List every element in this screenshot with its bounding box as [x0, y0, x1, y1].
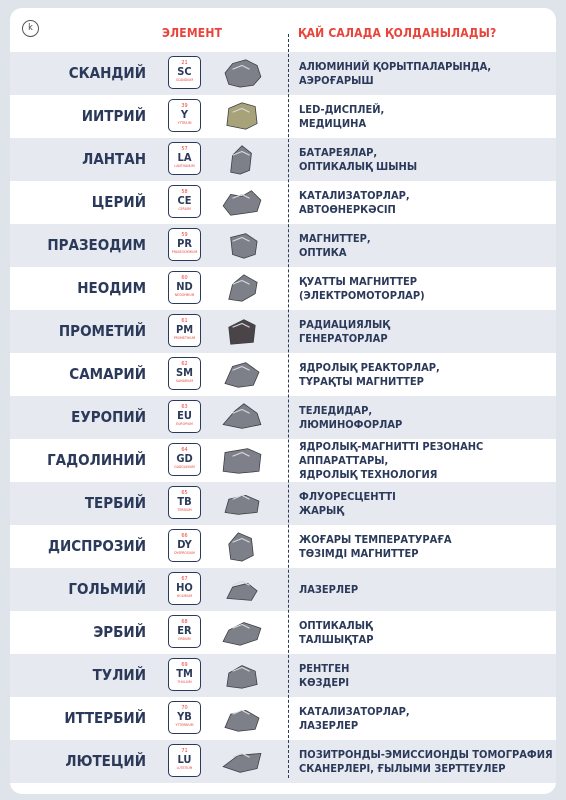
element-name: СКАНДИЙ [68, 64, 146, 82]
logo-icon: k [22, 20, 39, 37]
latin-name: ERBIUM [178, 637, 191, 641]
element-tile [168, 529, 201, 562]
element-row [10, 138, 556, 181]
usage-line: ПОЗИТРОНДЫ-ЭМИССИОНДЫ ТОМОГРАФИЯ [299, 747, 553, 761]
element-symbol: LU [177, 753, 192, 766]
element-row [10, 568, 556, 611]
usage-line: ЯДРОЛЫҚ РЕАКТОРЛАР, [299, 360, 440, 374]
usage-line: РЕНТГЕН [299, 661, 350, 675]
atomic-number: 65 [181, 490, 188, 496]
atomic-number: 68 [181, 619, 188, 625]
usage-line: ҚУАТТЫ МАГНИТТЕР [299, 274, 418, 288]
latin-name: EUROPIUM [176, 422, 193, 426]
usage-text [299, 568, 358, 611]
metal-sample-image [218, 701, 266, 735]
element-tile [168, 658, 201, 691]
metal-sample-image [218, 486, 266, 520]
usage-text [299, 697, 410, 740]
usage-text [299, 439, 556, 482]
element-name: ГАДОЛИНИЙ [47, 451, 146, 469]
element-tile [168, 443, 201, 476]
metal-sample-image [218, 142, 266, 176]
element-row [10, 525, 556, 568]
element-symbol: EU [177, 409, 192, 422]
atomic-number: 63 [181, 404, 188, 410]
atomic-number: 61 [181, 318, 188, 324]
metal-sample-image [218, 572, 266, 606]
element-row [10, 482, 556, 525]
element-row [10, 353, 556, 396]
latin-name: LANTHANUM [174, 164, 195, 168]
atomic-number: 71 [181, 748, 188, 754]
element-row [10, 740, 556, 783]
element-name: ЛАНТАН [82, 150, 146, 168]
element-row [10, 181, 556, 224]
element-name: ГОЛЬМИЙ [68, 580, 146, 598]
element-name: ДИСПРОЗИЙ [47, 537, 146, 555]
latin-name: PROMETHIUM [173, 336, 196, 340]
usage-line: РАДИАЦИЯЛЫҚ [299, 317, 390, 331]
usage-line: LED-ДИСПЛЕЙ, [299, 102, 385, 116]
element-tile [168, 572, 201, 605]
element-tile [168, 185, 201, 218]
element-row [10, 224, 556, 267]
metal-sample-image [218, 314, 266, 348]
elements-table [10, 52, 556, 783]
element-tile [168, 615, 201, 648]
metal-sample-image [218, 443, 266, 477]
element-name: ТЕРБИЙ [84, 494, 146, 512]
latin-name: THULIUM [177, 680, 192, 684]
atomic-number: 64 [181, 447, 188, 453]
metal-sample-image [218, 56, 266, 90]
usage-line: КӨЗДЕРІ [299, 675, 350, 689]
latin-name: SCANDIUM [175, 78, 194, 82]
metal-sample-image [218, 615, 266, 649]
atomic-number: 59 [181, 232, 188, 238]
latin-name: LUTETIUM [176, 766, 193, 770]
usage-line: АВТОӨНЕРКӘСІП [299, 202, 396, 216]
element-symbol: CE [177, 194, 192, 207]
usage-line: АЛЮМИНИЙ ҚОРЫТПАЛАРЫНДА, [299, 59, 492, 73]
usage-line: КАТАЛИЗАТОРЛАР, [299, 188, 410, 202]
latin-name: TERBIUM [177, 508, 192, 512]
latin-name: GADOLINIUM [174, 465, 195, 469]
column-divider [288, 34, 289, 778]
usage-line: (ЭЛЕКТРОМОТОРЛАР) [299, 288, 425, 302]
element-tile [168, 357, 201, 390]
element-row [10, 439, 556, 482]
usage-line: СКАНЕРЛЕРІ, ҒЫЛЫМИ ЗЕРТТЕУЛЕР [299, 761, 506, 775]
element-column-header: ЭЛЕМЕНТ [162, 26, 223, 40]
element-symbol: YB [177, 710, 192, 723]
usage-line: ЖОҒАРЫ ТЕМПЕРАТУРАҒА [299, 532, 452, 546]
usage-text [299, 52, 491, 95]
element-symbol: HO [176, 581, 193, 594]
element-tile [168, 701, 201, 734]
metal-sample-image [218, 529, 266, 563]
usage-text [299, 224, 371, 267]
usage-line: ЖАРЫҚ [299, 503, 344, 517]
atomic-number: 70 [181, 705, 188, 711]
usage-text [299, 310, 390, 353]
element-tile [168, 142, 201, 175]
infographic-card [10, 8, 556, 794]
usage-line: МАГНИТТЕР, [299, 231, 371, 245]
usage-line: КАТАЛИЗАТОРЛАР, [299, 704, 410, 718]
element-symbol: SC [177, 65, 192, 78]
usage-text [299, 353, 440, 396]
atomic-number: 69 [181, 662, 188, 668]
usage-line: МЕДИЦИНА [299, 116, 367, 130]
usage-line: ЛЮМИНОФОРЛАР [299, 417, 403, 431]
usage-line: ТӨЗІМДІ МАГНИТТЕР [299, 546, 419, 560]
element-name: ПРОМЕТИЙ [58, 322, 146, 340]
element-symbol: PR [177, 237, 192, 250]
element-symbol: TM [176, 667, 193, 680]
usage-column-header: ҚАЙ САЛАДА ҚОЛДАНЫЛАДЫ? [298, 26, 497, 40]
usage-text [299, 740, 553, 783]
element-symbol: SM [176, 366, 193, 379]
usage-line: ГЕНЕРАТОРЛАР [299, 331, 388, 345]
element-name: ИИТРИЙ [81, 107, 146, 125]
element-symbol: DY [177, 538, 192, 551]
usage-line: ФЛУОРЕСЦЕНТТІ [299, 489, 396, 503]
element-tile [168, 486, 201, 519]
metal-sample-image [218, 228, 266, 262]
element-name: НЕОДИМ [77, 279, 146, 297]
metal-sample-image [218, 744, 266, 778]
usage-text [299, 181, 410, 224]
element-row [10, 52, 556, 95]
element-symbol: ND [176, 280, 193, 293]
element-symbol: GD [176, 452, 193, 465]
atomic-number: 66 [181, 533, 188, 539]
latin-name: SAMARIUM [175, 379, 194, 383]
atomic-number: 67 [181, 576, 188, 582]
latin-name: YTTRIUM [177, 121, 192, 125]
usage-text [299, 138, 417, 181]
element-symbol: Y [180, 108, 189, 121]
element-tile [168, 314, 201, 347]
atomic-number: 21 [181, 60, 188, 66]
element-tile [168, 400, 201, 433]
atomic-number: 60 [181, 275, 188, 281]
element-name: САМАРИЙ [69, 365, 146, 383]
metal-sample-image [218, 185, 266, 219]
element-name: ТУЛИЙ [92, 666, 146, 684]
usage-text [299, 525, 452, 568]
element-row [10, 310, 556, 353]
atomic-number: 62 [181, 361, 188, 367]
element-name: ЭРБИЙ [93, 623, 146, 641]
usage-text [299, 267, 425, 310]
latin-name: PRASEODYMIUM [171, 250, 198, 254]
element-row [10, 654, 556, 697]
metal-sample-image [218, 271, 266, 305]
atomic-number: 57 [181, 146, 188, 152]
element-symbol: ER [177, 624, 192, 637]
metal-sample-image [218, 658, 266, 692]
latin-name: DYSPROSIUM [174, 551, 195, 555]
usage-text [299, 95, 384, 138]
atomic-number: 58 [181, 189, 188, 195]
latin-name: CERIUM [178, 207, 191, 211]
element-tile [168, 228, 201, 261]
latin-name: YTTERBIUM [175, 723, 194, 727]
latin-name: HOLMIUM [176, 594, 193, 598]
usage-line: ОПТИКА [299, 245, 347, 259]
element-row [10, 396, 556, 439]
usage-line: ЛАЗЕРЛЕР [299, 718, 359, 732]
usage-line: ТҰРАҚТЫ МАГНИТТЕР [299, 374, 424, 388]
usage-line: ТАЛШЫҚТАР [299, 632, 374, 646]
element-tile [168, 56, 201, 89]
element-row [10, 611, 556, 654]
usage-text [299, 482, 396, 525]
usage-line: ОПТИКАЛЫҚ ШЫНЫ [299, 159, 418, 173]
element-name: ИТТЕРБИЙ [64, 709, 146, 727]
usage-text [299, 396, 402, 439]
usage-text [299, 654, 349, 697]
element-symbol: LA [177, 151, 192, 164]
element-symbol: TB [177, 495, 192, 508]
element-name: ПРАЗЕОДИМ [47, 236, 146, 254]
element-tile [168, 99, 201, 132]
element-tile [168, 271, 201, 304]
element-name: ЦЕРИЙ [91, 193, 146, 211]
latin-name: NEODYMIUM [174, 293, 195, 297]
metal-sample-image [218, 99, 266, 133]
element-name: ЛЮТЕЦИЙ [65, 752, 146, 770]
element-tile [168, 744, 201, 777]
element-row [10, 267, 556, 310]
element-row [10, 95, 556, 138]
usage-text [299, 611, 373, 654]
atomic-number: 39 [181, 103, 188, 109]
metal-sample-image [218, 357, 266, 391]
metal-sample-image [218, 400, 266, 434]
element-symbol: PM [175, 323, 194, 336]
usage-line: ЛАЗЕРЛЕР [299, 582, 359, 596]
usage-line: ЯДРОЛЫҚ ТЕХНОЛОГИЯ [299, 467, 438, 481]
element-row [10, 697, 556, 740]
usage-line: ТЕЛЕДИДАР, [299, 403, 373, 417]
element-name: ЕУРОПИЙ [71, 408, 146, 426]
usage-line: ЯДРОЛЫҚ-МАГНИТТІ РЕЗОНАНС АППАРАТТАРЫ, [299, 439, 484, 467]
usage-line: АЭРОҒАРЫШ [299, 73, 374, 87]
usage-line: БАТАРЕЯЛАР, [299, 145, 378, 159]
usage-line: ОПТИКАЛЫҚ [299, 618, 373, 632]
